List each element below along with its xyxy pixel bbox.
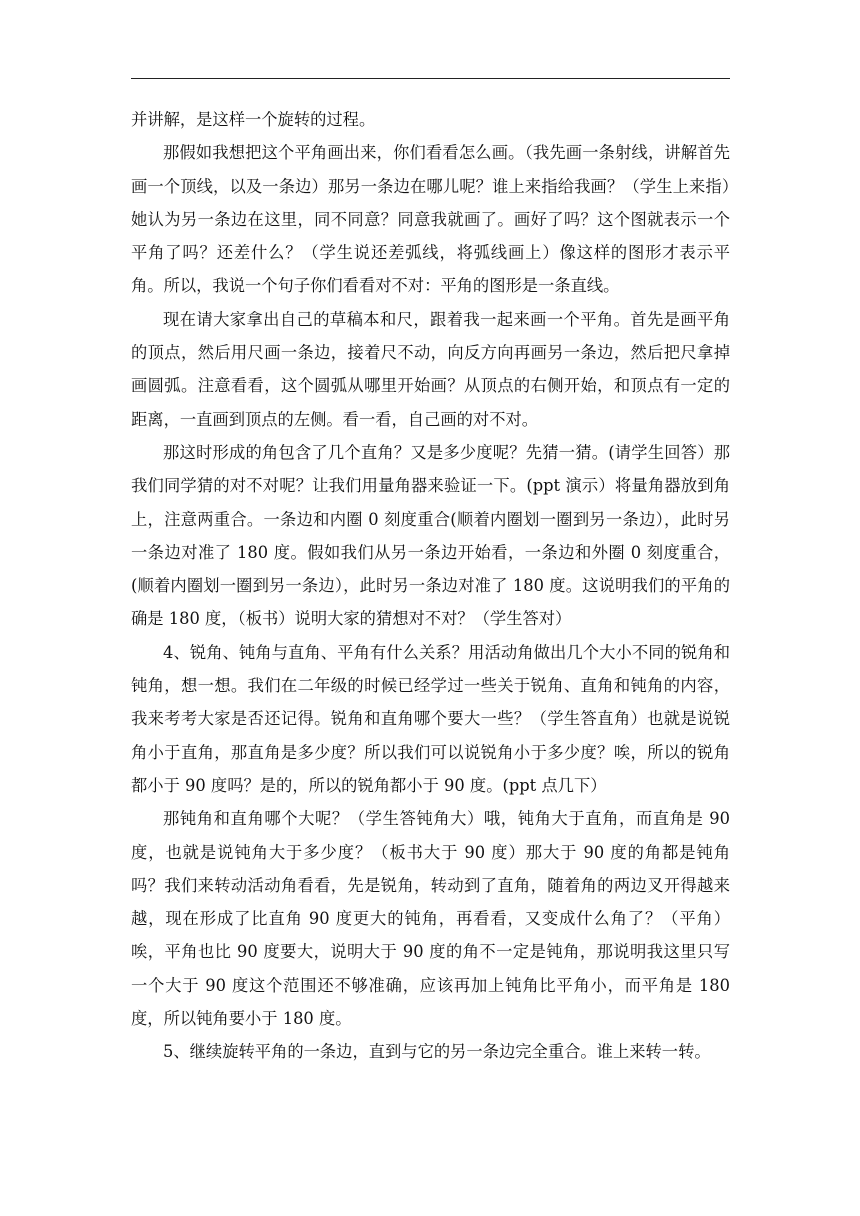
- paragraph-1: 并讲解，是这样一个旋转的过程。: [131, 110, 376, 129]
- paragraph-2: 那假如我想把这个平角画出来，你们看看怎么画。（我先画一条射线，讲解首先画一个顶线，以及一条边）那另一条边在哪儿呢？谁上来指给我画？（学生上来指）她认为另一条边在这里，同不同意？同意我就画了。画好了吗？这个图就表示一个平角了吗？还差什么？（学生说还差弧线，将弧线画上）像这样的图形才表示平角。所以，我说一个句子你们看看对不对：平角的图形是一条直线。: [131, 143, 730, 296]
- paragraph-3: 现在请大家拿出自己的草稿本和尺，跟着我一起来画一个平角。首先是画平角的顶点，然后用尺画一条边，接着尺不动，向反方向再画另一条边，然后把尺拿掉画圆弧。注意看看，这个圆弧从哪里开始画？从顶点的右侧开始，和顶点有一定的距离，一直画到顶点的左侧。看一看，自己画的对不对。: [131, 309, 730, 429]
- paragraph-7: 5、继续旋转平角的一条边，直到与它的另一条边完全重合。谁上来转一转。: [163, 1042, 711, 1062]
- paragraph-6: 那钝角和直角哪个大呢？（学生答钝角大）哦，钝角大于直角，而直角是 90 度，也就是说钝角大于多少度？（板书大于 90 度）那大于 90 度的角都是钝角吗？我们来转动活动角看看，先是锐角，转动到了直角，随着角的两边叉开得越来越，现在形成了比直角 90 度更大的钝角，再看看，又变成什么角了？（平角）唉，平角也比 90 度要大，说明大于 90 度的角不一定是钝角，那说明我这里只写一个大于 90 度这个范围还不够准确，应该再加上钝角比平角小，而平角是 180 度，所以钝角要小于 180 度。: [131, 809, 730, 1029]
- paragraph-5: 4、锐角、钝角与直角、平角有什么关系？用活动角做出几个大小不同的锐角和钝角，想一想。我们在二年级的时候已经学过一些关于锐角、直角和钝角的内容，我来考考大家是否还记得。锐角和直角哪个要大一些？（学生答直角）也就是说锐角小于直角，那直角是多少度？所以我们可以说锐角小于多少度？唉，所以的锐角都小于 90 度吗？是的，所以的锐角都小于 90 度。(ppt 点几下）: [131, 642, 730, 795]
- header-rule: [131, 78, 730, 79]
- document-body: [131, 103, 730, 1069]
- paragraph-4: 那这时形成的角包含了几个直角？又是多少度呢？先猜一猜。(请学生回答）那我们同学猜的对不对呢？让我们用量角器来验证一下。(ppt 演示）将量角器放到角上，注意两重合。一条边和内圈 0 刻度重合(顺着内圈划一圈到另一条边），此时另一条边对准了 180 度。假如我们从另一条边开始看，一条边和外圈 0 刻度重合，(顺着内圈划一圈到另一条边），此时另一条边对准了 180 度。这说明我们的平角的确是 180 度，（板书）说明大家的猜想对不对？（学生答对）: [131, 442, 730, 629]
